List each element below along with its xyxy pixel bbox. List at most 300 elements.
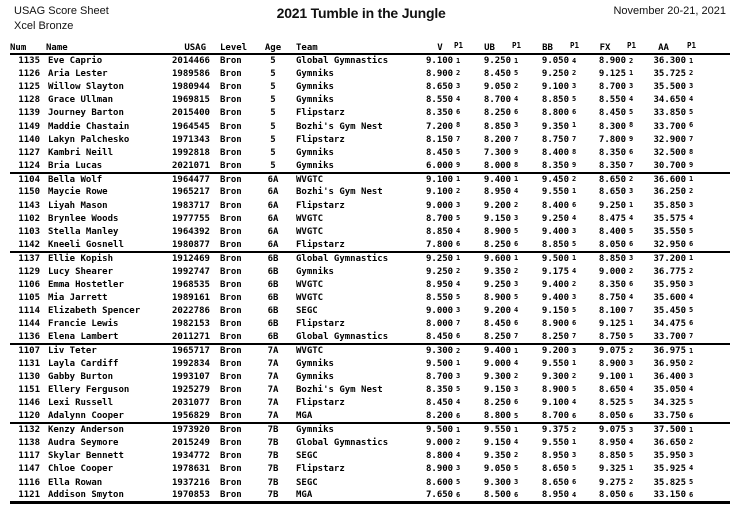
cell-floor-place: 1 (629, 68, 634, 77)
cell-usag: 1964392 (172, 227, 210, 238)
table-row (10, 384, 730, 397)
cell-usag: 1965217 (172, 187, 210, 198)
cell-usag: 2021071 (172, 160, 210, 171)
cell-num: 1140 (18, 134, 40, 145)
cell-team: WVGTC (296, 227, 324, 238)
cell-bars-score: 9.400 (467, 344, 512, 357)
cell-allaround-score: 33.850 (653, 108, 686, 119)
cell-num: 1104 (10, 173, 46, 186)
cell-age: 7B (258, 423, 288, 436)
cell-allaround-score: 36.300 (653, 56, 686, 67)
cell-vault-place: 1 (456, 56, 461, 65)
table-row (10, 160, 730, 173)
header-row (10, 39, 730, 54)
cell-bars-score: 8.000 (483, 160, 511, 171)
cell-usag: 1925279 (172, 385, 210, 396)
cell-allaround-place: 6 (689, 121, 694, 130)
cell-age: 7B (267, 477, 279, 488)
cell-beam-score: 9.375 (525, 423, 570, 436)
cell-filler (700, 344, 730, 357)
cell-bars-score: 8.250 (483, 239, 511, 250)
cell-allaround-score: 37.500 (640, 423, 687, 436)
table-row (10, 305, 730, 318)
cell-bars-place: 1 (512, 252, 525, 265)
cell-floor-score: 8.400 (598, 227, 626, 238)
cell-bars-score: 9.150 (483, 438, 511, 449)
cell-filler (700, 54, 730, 67)
cell-num: 1146 (18, 398, 40, 409)
cell-usag: 1912469 (172, 252, 212, 265)
cell-vault-place: 4 (456, 279, 461, 288)
cell-vault-place: 4 (456, 95, 461, 104)
cell-beam-score: 8.850 (541, 239, 569, 250)
cell-age: 6B (258, 252, 288, 265)
cell-bars-score: 9.350 (483, 451, 511, 462)
cell-floor-score: 8.300 (598, 121, 626, 132)
col-header-allaround: AA (640, 39, 687, 54)
score-table (10, 39, 730, 504)
cell-bars-place: 6 (514, 398, 519, 407)
cell-vault-score: 9.100 (426, 56, 454, 67)
cell-allaround-place: 5 (689, 108, 694, 117)
cell-team: Global Gymnastics (288, 252, 426, 265)
cell-bars-place: 6 (514, 240, 519, 249)
cell-floor-score: 8.475 (598, 213, 626, 224)
cell-age: 6B (267, 292, 279, 303)
cell-floor-place: 4 (629, 213, 634, 222)
cell-vault-score: 8.650 (426, 81, 454, 92)
cell-name: Elena Lambert (48, 332, 119, 343)
cell-name: Addison Smyton (48, 490, 124, 501)
cell-allaround-place: 6 (689, 490, 694, 499)
cell-floor-place: 6 (629, 147, 634, 156)
cell-bars-place: 2 (514, 266, 519, 275)
cell-bars-place: 4 (514, 437, 519, 446)
cell-usag: 2014466 (172, 56, 210, 67)
cell-name: Bria Lucas (48, 160, 103, 171)
cell-vault-score: 9.250 (426, 252, 454, 265)
doc-title: USAG Score Sheet (14, 5, 109, 17)
col-header-vault: V (426, 39, 454, 54)
cell-allaround-place: 5 (689, 477, 694, 486)
cell-allaround-score: 33.700 (653, 332, 686, 343)
cell-filler (700, 146, 730, 159)
cell-vault-place: 8 (456, 121, 461, 130)
cell-team: WVGTC (296, 279, 324, 290)
cell-floor-score: 8.650 (583, 173, 627, 186)
cell-floor-place: 6 (629, 240, 634, 249)
cell-floor-score: 8.050 (598, 411, 626, 422)
cell-floor-score: 8.050 (598, 490, 626, 501)
cell-usag: 1993107 (172, 372, 210, 383)
cell-bars-place: 1 (514, 56, 519, 65)
cell-floor-score: 9.075 (583, 423, 627, 436)
table-row (10, 146, 730, 159)
cell-level: Bron (220, 239, 242, 250)
table-row (10, 410, 730, 423)
cell-age: 7A (267, 372, 279, 383)
event-title: 2021 Tumble in the Jungle (276, 5, 446, 21)
cell-num: 1143 (18, 200, 40, 211)
cell-name: Maddie Chastain (48, 121, 130, 132)
cell-team: Global Gymnastics (296, 56, 389, 67)
cell-filler (700, 397, 730, 410)
cell-vault-place: 2 (454, 344, 467, 357)
cell-team: Gymniks (296, 372, 334, 383)
cell-bars-score: 8.900 (483, 227, 511, 238)
cell-bars-place: 7 (514, 134, 519, 143)
cell-floor-place: 4 (629, 95, 634, 104)
cell-vault-score: 9.100 (426, 173, 454, 186)
cell-num: 1121 (18, 490, 40, 501)
col-header-beam-place: P1 (570, 39, 583, 54)
cell-name: Audra Seymore (48, 438, 119, 449)
cell-allaround-place: 6 (689, 411, 694, 420)
cell-level: Bron (220, 292, 242, 303)
cell-num: 1149 (18, 121, 40, 132)
cell-allaround-place: 3 (689, 81, 694, 90)
col-header-floor: FX (583, 39, 627, 54)
cell-vault-place: 5 (456, 147, 461, 156)
cell-level: Bron (220, 213, 242, 224)
cell-beam-place: 2 (570, 423, 583, 436)
cell-level: Bron (220, 108, 242, 119)
cell-vault-place: 7 (456, 319, 461, 328)
cell-level: Bron (220, 56, 242, 67)
cell-bars-place: 7 (514, 332, 519, 341)
col-header-allaround-place: P1 (687, 39, 700, 54)
cell-allaround-score: 35.950 (653, 279, 686, 290)
cell-name: Stella Manley (48, 227, 119, 238)
cell-num: 1120 (18, 411, 40, 422)
cell-team: Gymniks (296, 68, 334, 79)
cell-num: 1128 (18, 95, 40, 106)
cell-name: Francie Lewis (48, 319, 119, 330)
table-header (10, 39, 730, 54)
cell-floor-score: 8.750 (598, 332, 626, 343)
cell-usag: 1989586 (172, 68, 210, 79)
cell-name: Brynlee Woods (48, 213, 119, 224)
table-row (10, 357, 730, 370)
cell-allaround-place: 7 (689, 134, 694, 143)
cell-age: 5 (270, 121, 276, 132)
division-label: Xcel Bronze (14, 20, 74, 32)
cell-floor-score: 8.350 (598, 279, 626, 290)
cell-team: Gymniks (288, 423, 426, 436)
cell-level: Bron (212, 423, 258, 436)
cell-team: SEGC (296, 306, 318, 317)
cell-vault-place: 1 (454, 423, 467, 436)
cell-beam-score: 8.800 (541, 108, 569, 119)
col-header-floor-place: P1 (627, 39, 640, 54)
cell-beam-score: 9.500 (525, 252, 570, 265)
cell-allaround-score: 34.650 (653, 95, 686, 106)
cell-num: 1136 (18, 332, 40, 343)
cell-level: Bron (212, 252, 258, 265)
cell-usag: 1964545 (172, 121, 210, 132)
cell-num: 1127 (18, 147, 40, 158)
cell-bars-score: 8.250 (483, 332, 511, 343)
cell-floor-place: 2 (629, 56, 634, 65)
cell-beam-score: 8.950 (541, 490, 569, 501)
cell-name: Aria Lester (48, 68, 108, 79)
cell-vault-place: 3 (456, 306, 461, 315)
cell-filler (700, 489, 730, 502)
cell-beam-place: 4 (572, 213, 577, 222)
cell-team: Flipstarz (296, 108, 345, 119)
cell-usag: 1992747 (172, 266, 210, 277)
cell-level: Bron (220, 227, 242, 238)
cell-bars-score: 9.250 (483, 56, 511, 67)
cell-usag: 1964477 (172, 173, 212, 186)
cell-vault-place: 3 (456, 200, 461, 209)
cell-allaround-place: 1 (687, 423, 700, 436)
cell-vault-place: 3 (456, 372, 461, 380)
cell-bars-place: 9 (514, 147, 519, 156)
cell-level: Bron (220, 490, 242, 501)
cell-team: Bozhi's Gym Nest (296, 121, 383, 132)
cell-allaround-score: 32.500 (653, 147, 686, 158)
cell-allaround-place: 2 (689, 266, 694, 275)
cell-allaround-place: 9 (689, 161, 694, 169)
cell-allaround-score: 32.900 (653, 134, 686, 145)
cell-level: Bron (220, 266, 242, 277)
cell-allaround-score: 32.950 (653, 239, 686, 250)
cell-beam-score: 9.550 (541, 358, 569, 369)
cell-vault-place: 2 (456, 187, 461, 196)
cell-bars-place: 5 (514, 292, 519, 301)
table-row (10, 397, 730, 410)
cell-allaround-place: 3 (689, 200, 694, 209)
cell-allaround-score: 35.850 (653, 200, 686, 211)
cell-allaround-score: 36.650 (653, 438, 686, 449)
cell-bars-score: 9.400 (467, 173, 512, 186)
cell-allaround-place: 5 (689, 398, 694, 407)
cell-beam-score: 8.950 (541, 451, 569, 462)
cell-vault-place: 1 (454, 252, 467, 265)
cell-usag: 2011271 (172, 332, 210, 343)
cell-bars-place: 4 (514, 358, 519, 367)
cell-floor-score: 8.525 (598, 398, 626, 409)
cell-team: Gymniks (296, 95, 334, 106)
cell-team: WVGTC (288, 173, 426, 186)
cell-name: Adalynn Cooper (48, 411, 124, 422)
cell-usag: 1977755 (172, 213, 210, 224)
cell-bars-place: 2 (514, 451, 519, 460)
cell-vault-place: 6 (456, 411, 461, 420)
cell-bars-place: 2 (514, 81, 519, 90)
cell-team: WVGTC (288, 344, 426, 357)
cell-bars-place: 6 (514, 319, 519, 328)
cell-filler (700, 278, 730, 291)
cell-team: MGA (296, 411, 313, 422)
cell-name: Journey Barton (48, 108, 124, 119)
cell-beam-score: 9.400 (541, 279, 569, 290)
table-row (10, 265, 730, 278)
cell-name: Ella Rowan (48, 477, 103, 488)
cell-bars-place: 3 (514, 279, 519, 288)
cell-beam-place: 5 (572, 306, 577, 315)
cell-bars-score: 9.050 (483, 81, 511, 92)
cell-vault-score: 9.000 (426, 200, 454, 211)
cell-beam-score: 9.300 (541, 372, 569, 383)
cell-beam-score: 8.900 (541, 385, 569, 396)
table-row (10, 80, 730, 93)
cell-num: 1144 (18, 319, 40, 330)
cell-bars-place: 5 (514, 226, 519, 235)
cell-beam-score: 8.400 (541, 147, 569, 158)
cell-allaround-place: 4 (689, 385, 694, 394)
cell-floor-place: 4 (629, 292, 634, 301)
cell-level: Bron (212, 344, 258, 357)
table-row (10, 331, 730, 344)
cell-vault-place: 4 (456, 451, 461, 460)
cell-allaround-score: 36.400 (653, 372, 686, 383)
cell-vault-score: 8.450 (426, 332, 454, 343)
cell-name: Kenzy Anderson (46, 423, 172, 436)
cell-allaround-place: 3 (689, 451, 694, 460)
cell-beam-score: 8.750 (541, 134, 569, 145)
cell-floor-score: 8.050 (598, 239, 626, 250)
cell-allaround-place: 2 (689, 437, 694, 446)
cell-floor-score: 8.450 (598, 108, 626, 119)
cell-allaround-score: 36.975 (640, 344, 687, 357)
cell-level: Bron (220, 385, 242, 396)
cell-team: Flipstarz (296, 239, 345, 250)
cell-allaround-place: 4 (689, 213, 694, 222)
cell-vault-place: 2 (456, 437, 461, 446)
table-row (10, 212, 730, 225)
cell-num: 1142 (18, 239, 40, 250)
cell-beam-place: 3 (570, 344, 583, 357)
cell-bars-place: 5 (514, 68, 519, 77)
cell-floor-score: 8.650 (598, 187, 626, 198)
cell-usag: 1969815 (172, 95, 210, 106)
cell-age: 5 (270, 134, 276, 145)
cell-beam-place: 5 (572, 464, 577, 473)
cell-beam-place: 7 (572, 332, 577, 341)
cell-filler (700, 371, 730, 384)
table-row (10, 450, 730, 463)
cell-vault-place: 6 (456, 240, 461, 249)
cell-beam-place: 4 (572, 490, 577, 499)
cell-team: Bozhi's Gym Nest (296, 187, 383, 198)
cell-bars-score: 8.950 (483, 187, 511, 198)
cell-bars-place: 4 (514, 187, 519, 196)
cell-team: Flipstarz (296, 464, 345, 475)
cell-usag: 1992834 (172, 358, 210, 369)
cell-vault-score: 9.300 (426, 344, 454, 357)
cell-beam-score: 9.200 (525, 344, 570, 357)
cell-allaround-score: 37.200 (640, 252, 687, 265)
cell-filler (700, 133, 730, 146)
cell-vault-place: 3 (456, 464, 461, 473)
cell-allaround-score: 35.450 (653, 306, 686, 317)
cell-vault-place: 5 (456, 477, 461, 486)
cell-bars-place: 2 (514, 372, 519, 380)
table-row (10, 318, 730, 331)
cell-allaround-place: 8 (689, 147, 694, 156)
table-row (10, 239, 730, 252)
cell-name: Ellie Kopish (46, 252, 172, 265)
cell-filler (700, 239, 730, 252)
cell-beam-place: 6 (572, 319, 577, 328)
cell-team: Global Gymnastics (296, 438, 389, 449)
cell-beam-score: 9.400 (541, 292, 569, 303)
cell-floor-place: 6 (629, 279, 634, 288)
cell-age: 5 (270, 147, 276, 158)
cell-name: Liyah Mason (48, 200, 108, 211)
cell-age: 7A (267, 358, 279, 369)
cell-beam-place: 1 (570, 252, 583, 265)
cell-floor-score: 9.000 (598, 266, 626, 277)
cell-filler (700, 331, 730, 344)
cell-floor-score: 9.250 (598, 200, 626, 211)
cell-age: 5 (270, 68, 276, 79)
cell-beam-score: 9.150 (541, 306, 569, 317)
cell-usag: 1982153 (172, 319, 210, 330)
cell-filler (700, 265, 730, 278)
cell-vault-score: 8.550 (426, 95, 454, 106)
cell-floor-place: 1 (629, 319, 634, 328)
cell-level: Bron (220, 200, 242, 211)
cell-level: Bron (220, 187, 242, 198)
cell-floor-place: 5 (629, 226, 634, 235)
cell-floor-place: 2 (629, 266, 634, 275)
table-row (10, 371, 730, 384)
cell-vault-place: 3 (456, 81, 461, 90)
cell-bars-score: 8.900 (483, 292, 511, 303)
cell-usag: 1980877 (172, 239, 210, 250)
cell-vault-score: 8.000 (426, 319, 454, 330)
cell-floor-place: 6 (629, 411, 634, 420)
cell-num: 1131 (18, 358, 40, 369)
cell-floor-score: 8.750 (598, 292, 626, 303)
cell-vault-score: 7.800 (426, 239, 454, 250)
cell-vault-place: 4 (456, 226, 461, 235)
cell-level: Bron (220, 68, 242, 79)
cell-filler (700, 305, 730, 318)
cell-floor-score: 7.800 (598, 134, 626, 145)
cell-level: Bron (220, 438, 242, 449)
cell-bars-place: 2 (514, 200, 519, 209)
cell-allaround-place: 6 (689, 319, 694, 328)
cell-floor-score: 9.125 (598, 68, 626, 79)
cell-beam-score: 8.400 (541, 200, 569, 211)
cell-vault-place: 6 (456, 108, 461, 117)
cell-floor-place: 1 (629, 464, 634, 473)
cell-floor-score: 8.900 (598, 56, 626, 67)
cell-level: Bron (220, 279, 242, 290)
cell-floor-score: 9.125 (598, 319, 626, 330)
cell-vault-score: 8.900 (426, 68, 454, 79)
cell-num: 1126 (18, 68, 40, 79)
table-row (10, 252, 730, 265)
cell-name: Chloe Cooper (48, 464, 114, 475)
cell-vault-score: 8.350 (426, 385, 454, 396)
cell-beam-place: 5 (572, 95, 577, 104)
cell-floor-score: 8.650 (598, 385, 626, 396)
cell-usag: 2015400 (172, 108, 210, 119)
cell-num: 1114 (18, 306, 40, 317)
cell-age: 7A (267, 398, 279, 409)
cell-name: Bella Wolf (46, 173, 172, 186)
cell-allaround-score: 30.700 (653, 160, 686, 171)
table-row (10, 344, 730, 357)
cell-beam-place: 3 (572, 226, 577, 235)
cell-vault-place: 6 (456, 490, 461, 499)
cell-age: 7A (258, 344, 288, 357)
